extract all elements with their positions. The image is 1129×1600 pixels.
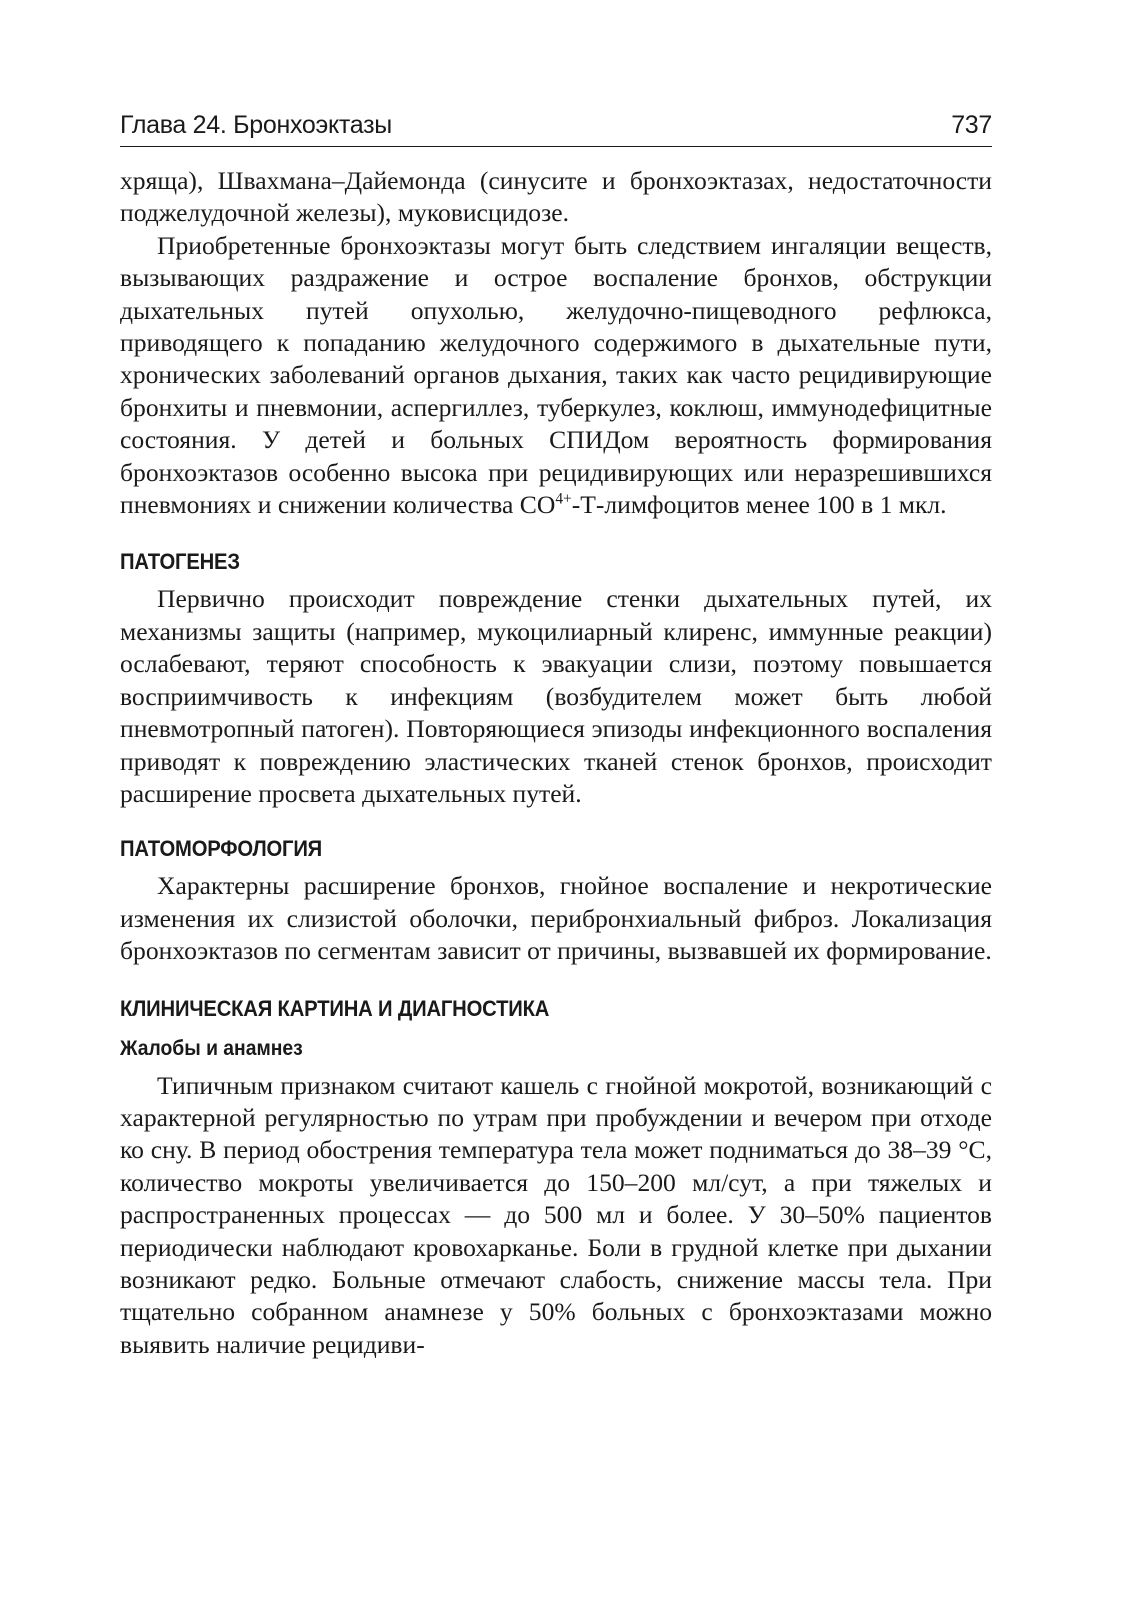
paragraph-continuation: хряща), Швахмана–Дайемонда (синусите и бронхоэктазах, недостаточности поджелудочной железы), муковисцидозе.: [120, 166, 992, 228]
subheading-complaints: Жалобы и анамнез: [120, 1036, 303, 1060]
paragraph-text: Приобретенные бронхоэктазы могут быть следствием ингаляции веществ, вызывающих раздражение и острое воспаление бронхов, обструкции дыхательных путей опухолью, желудочно-пищеводного рефлюкса, приводящего к попаданию желудочного содержимого в дыхательные пути, хронических заболеваний органов дыхания, таких как часто рецидивирующие бронхиты и пневмонии, аспергиллез, туберкулез, коклюш, иммунодефицитные состояния. У детей и больных СПИДом вероятность формирования бронхоэктазов особенно высока при рецидивирующих или неразрешившихся пневмониях и снижении количества CO: [120, 230, 992, 520]
paragraph-pathomorphology: Характерны расширение бронхов, гнойное воспаление и некротические изменения их слизистой оболочки, перибронхиальный фиброз. Локализация бронхоэктазов по сегментам зависит от причины, вызвавшей их формирование.: [120, 871, 992, 966]
paragraph-pathogenesis: Первично происходит повреждение стенки дыхательных путей, их механизмы защиты (например, мукоцилиарный клиренс, иммунные реакции) ослабевают, теряют способность к эвакуации слизи, поэтому повышается восприимчивость к инфекциям (возбудителем может быть любой пневмотропный патоген). Повторяющиеся эпизоды инфекционного воспаления приводят к повреждению эластических тканей стенок бронхов, происходит расширение просвета дыхательных путей.: [120, 584, 992, 808]
book-page: [120, 108, 992, 1361]
paragraph-complaints: Типичным признаком считают кашель с гнойной мокротой, возникающий с характерной регулярностью по утрам при пробуждении и вечером при отходе ко сну. В период обострения температура тела может подниматься до 38–39 °С, количество мокроты увеличивается до 150–200 мл/сут, а при тяжелых и распространенных процессах — до 500 мл и более. У 30–50% пациентов периодически наблюдают кровохарканье. Боли в грудной клетке при дыхании возникают редко. Больные отмечают слабость, снижение массы тела. При тщательно собранном анамнезе у 50% больных с бронхоэктазами можно выявить наличие рецидиви-: [120, 1070, 992, 1359]
heading-clinical-picture: КЛИНИЧЕСКАЯ КАРТИНА И ДИАГНОСТИКА: [120, 995, 550, 1021]
page-number: 737: [951, 111, 992, 139]
paragraph-text-tail: -Т-лимфоцитов менее 100 в 1 мкл.: [571, 490, 947, 520]
heading-pathogenesis: ПАТОГЕНЕЗ: [120, 549, 240, 575]
chapter-title: Глава 24. Бронхоэктазы: [120, 111, 392, 139]
superscript: 4+: [555, 490, 572, 508]
paragraph-acquired-bronchiectasis: [120, 230, 992, 522]
heading-pathomorphology: ПАТОМОРФОЛОГИЯ: [120, 836, 323, 862]
running-header: [120, 108, 992, 147]
